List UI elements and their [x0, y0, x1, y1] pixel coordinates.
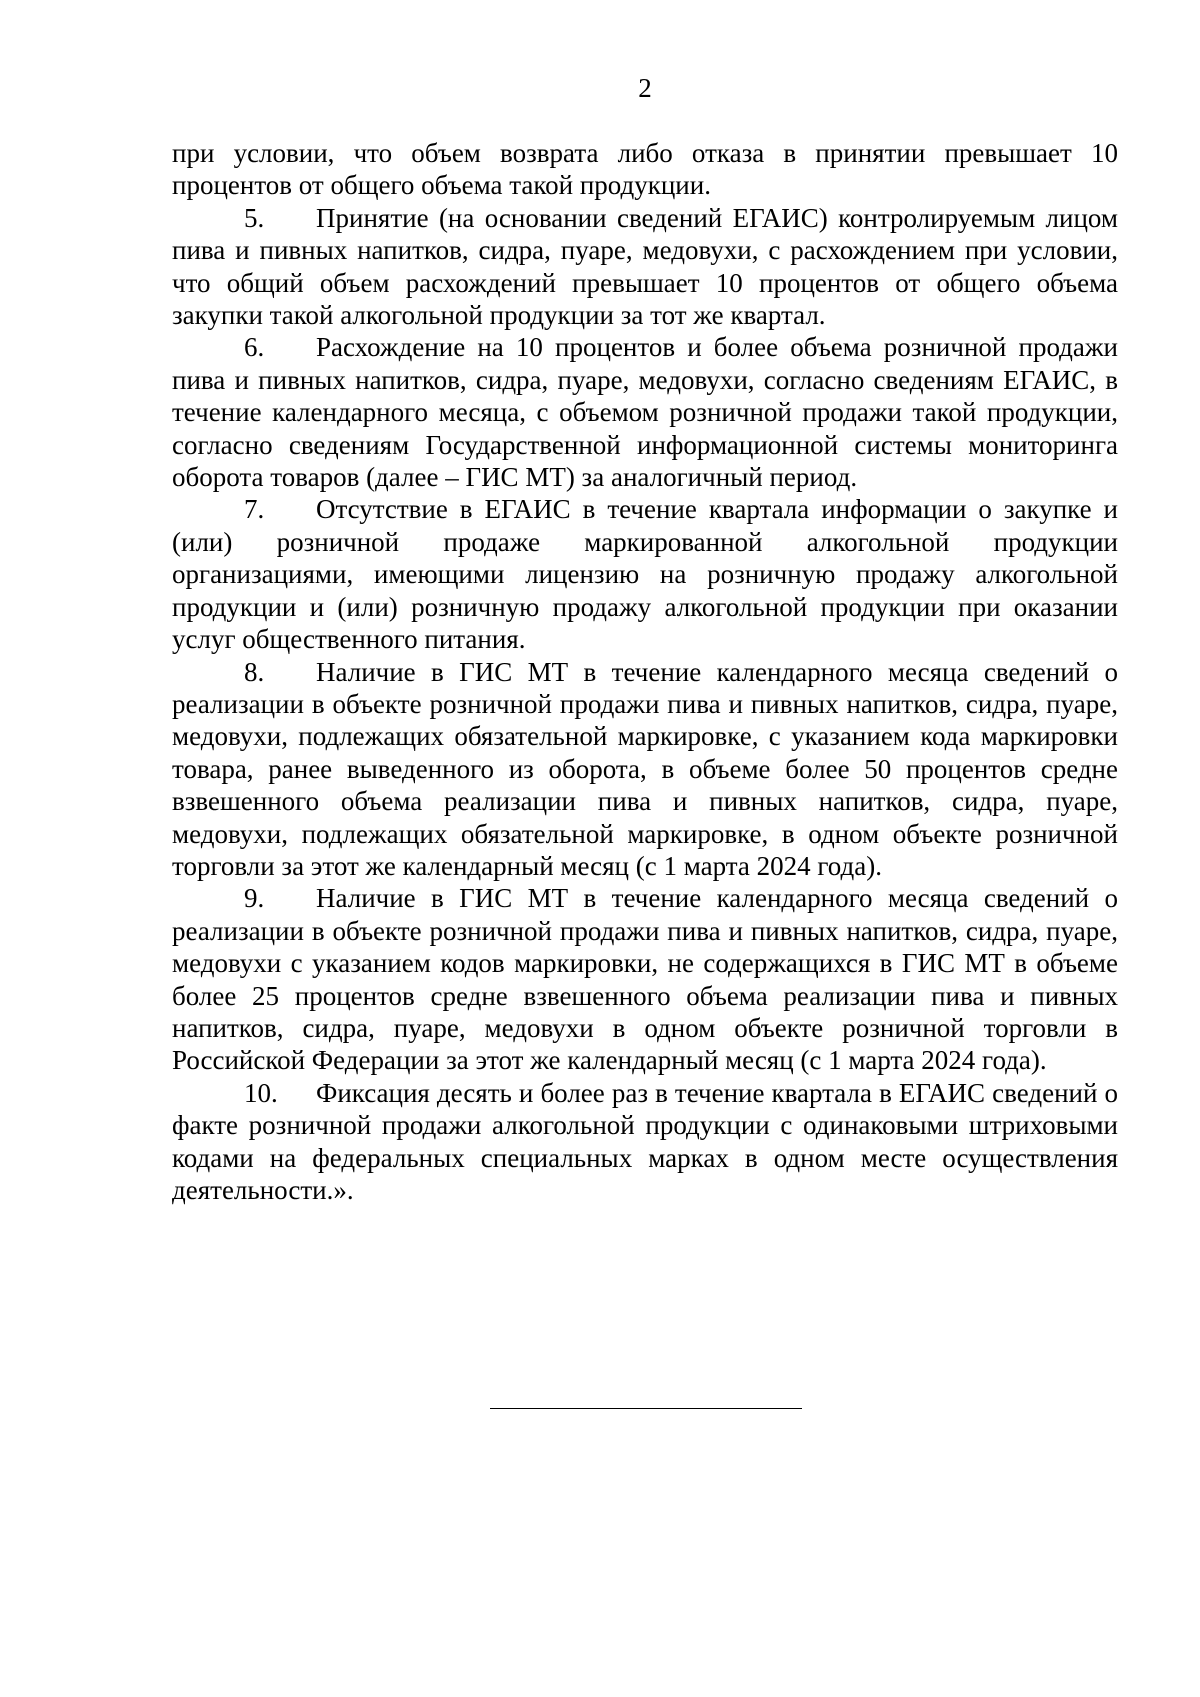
- paragraph-continuation: [172, 137, 1118, 202]
- paragraph-text: Наличие в ГИС МТ в течение календарного месяца сведений о реализации в объекте розничной продажи пива и пивных напитков, сидра, пуаре, медовухи с указанием кодов маркировки, не содержащихся в ГИС МТ в объеме более 25 процентов средне взвешенного объема реализации пива и пивных напитков, сидра, пуаре, медовухи в одном объекте розничной торговли в Российской Федерации за этот же календарный месяц (с 1 марта 2024 года).: [172, 883, 1118, 1076]
- item-number: 10.: [244, 1077, 278, 1108]
- list-item-10: [172, 1077, 1118, 1207]
- list-item-7: [172, 493, 1118, 655]
- item-number: 8.: [244, 656, 265, 687]
- paragraph-text: Отсутствие в ЕГАИС в течение квартала информации о закупке и (или) розничной продаже маркированной алкогольной продукции организациями, имеющими лицензию на розничную продажу алкогольной продукции и (или) розничную продажу алкогольной продукции при оказании услуг общественного питания.: [172, 494, 1118, 655]
- paragraph-text: Принятие (на основании сведений ЕГАИС) контролируемым лицом пива и пивных напитков, сидра, пуаре, медовухи, с расхождением при условии, что общий объем расхождений превышает 10 процентов от общего объема закупки такой алкогольной продукции за тот же квартал.: [172, 202, 1118, 331]
- document-body: [172, 137, 1118, 1206]
- list-item-6: [172, 331, 1118, 493]
- item-number: 6.: [244, 332, 265, 363]
- end-divider-line: [490, 1408, 802, 1409]
- paragraph-text: Наличие в ГИС МТ в течение календарного месяца сведений о реализации в объекте розничной продажи пива и пивных напитков, сидра, пуаре, медовухи, подлежащих обязательной маркировке, с указанием кода маркировки товара, ранее выведенного из оборота, в объеме более 50 процентов средне взвешенного объема реализации пива и пивных напитков, сидра, пуаре, медовухи, подлежащих обязательной маркировке, в одном объекте розничной торговли за этот же календарный месяц (с 1 марта 2024 года).: [172, 656, 1118, 881]
- paragraph-text: Расхождение на 10 процентов и более объема розничной продажи пива и пивных напитков, сидра, пуаре, медовухи, согласно сведениям ЕГАИС, в течение календарного месяца, с объемом розничной продажи такой продукции, согласно сведениям Государственной информационной системы мониторинга оборота товаров (далее – ГИС МТ) за аналогичный период.: [172, 332, 1118, 493]
- paragraph-text: при условии, что объем возврата либо отказа в принятии превышает 10 процентов от общего объема такой продукции.: [172, 138, 1118, 201]
- item-number: 5.: [244, 202, 265, 233]
- item-number: 9.: [244, 883, 265, 914]
- document-page: [172, 0, 1118, 1697]
- list-item-5: [172, 202, 1118, 332]
- list-item-8: [172, 656, 1118, 883]
- item-number: 7.: [244, 494, 265, 525]
- list-item-9: [172, 882, 1118, 1076]
- paragraph-text: Фиксация десять и более раз в течение квартала в ЕГАИС сведений о факте розничной продажи алкогольной продукции с одинаковыми штриховыми кодами на федеральных специальных марках в одном месте осуществления деятельности.».: [172, 1077, 1118, 1205]
- page-number: 2: [638, 73, 652, 103]
